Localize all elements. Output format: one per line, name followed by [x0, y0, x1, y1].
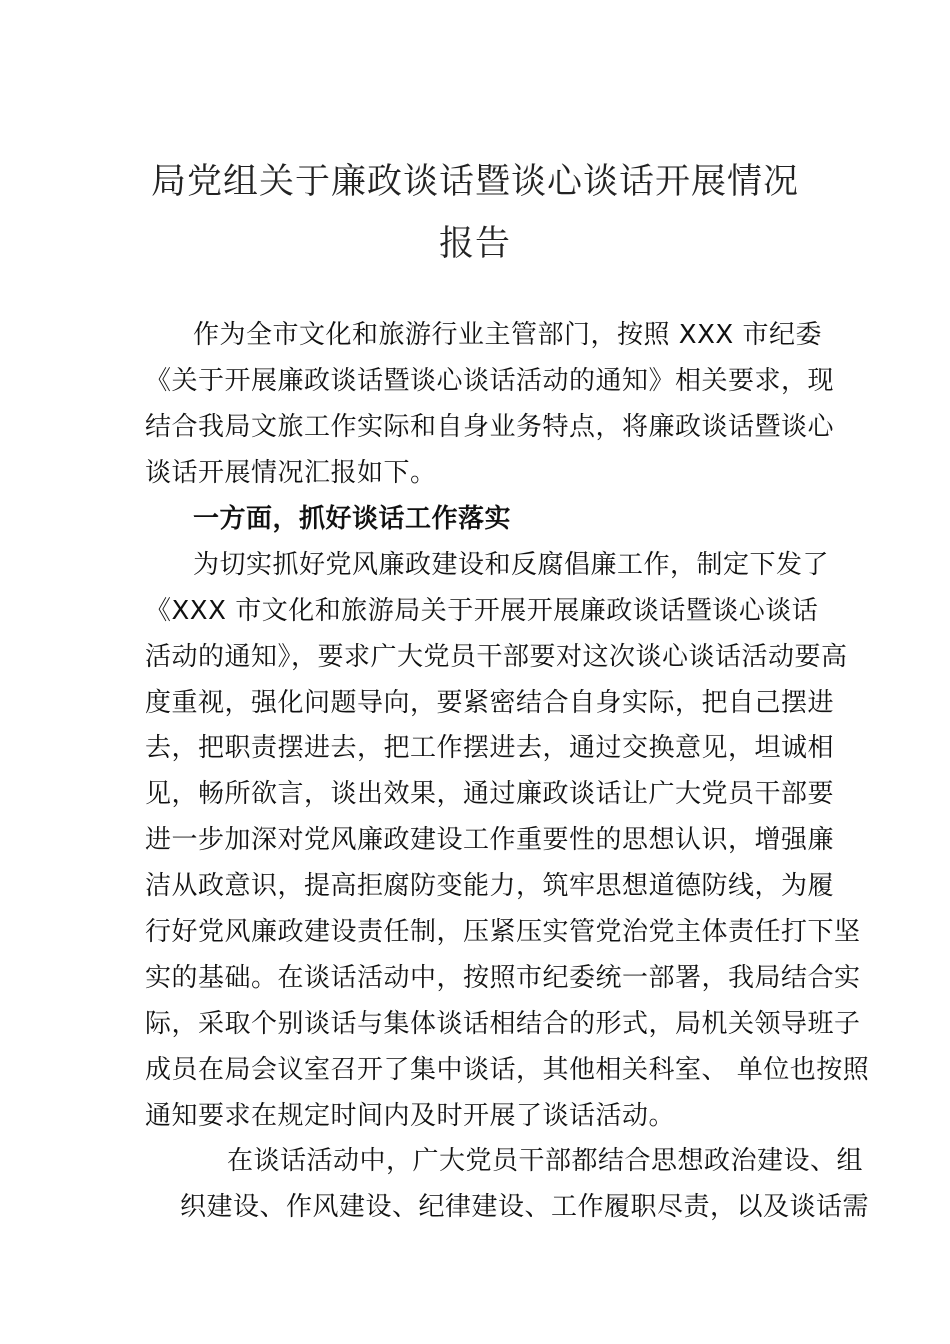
- paragraph-2-line-5: 去，把职责摆进去，把工作摆进去，通过交换意见，坦诚相: [145, 733, 835, 763]
- paragraph-2-line-8: 洁从政意识，提高拒腐防变能力，筑牢思想道德防线，为履: [145, 871, 835, 901]
- paragraph-2-line-11: 际，采取个别谈话与集体谈话相结合的形式，局机关领导班子: [145, 1009, 861, 1039]
- document-title-line-2: 报告: [438, 224, 511, 264]
- section-heading-1: 一方面，抓好谈话工作落实: [193, 504, 512, 534]
- paragraph-2-line-3: 活动的通知》，要求广大党员干部要对这次谈心谈话活动要高: [145, 642, 848, 672]
- paragraph-2-line-7: 进一步加深对党风廉政建设工作重要性的思想认识，增强廉: [145, 825, 835, 855]
- paragraph-1-line-1: 作为全市文化和旅游行业主管部门，按照 XXX 市纪委: [193, 320, 822, 350]
- paragraph-2-line-6: 见，畅所欲言，谈出效果，通过廉政谈话让广大党员干部要: [145, 779, 835, 809]
- paragraph-2-line-10: 实的基础。在谈话活动中，按照市纪委统一部署，我局结合实: [145, 963, 861, 993]
- paragraph-3-line-2: 织建设、作风建设、纪律建设、工作履职尽责，以及谈话需: [180, 1192, 870, 1222]
- paragraph-2-line-9: 行好党风廉政建设责任制，压紧压实管党治党主体责任打下坚: [145, 917, 861, 947]
- document-title-line-1: 局党组关于廉政谈话暨谈心谈话开展情况: [150, 162, 799, 202]
- paragraph-3-line-1: 在谈话活动中，广大党员干部都结合思想政治建设、组: [227, 1146, 864, 1176]
- paragraph-1-line-3: 结合我局文旅工作实际和自身业务特点，将廉政谈话暨谈心: [145, 412, 835, 442]
- paragraph-2-line-12: 成员在局会议室召开了集中谈话，其他相关科室、 单位也按照: [145, 1055, 870, 1085]
- paragraph-2-line-1: 为切实抓好党风廉政建设和反腐倡廉工作，制定下发了: [193, 550, 830, 580]
- paragraph-1-line-2: 《关于开展廉政谈话暨谈心谈话活动的通知》相关要求，现: [145, 366, 835, 396]
- paragraph-2-line-13: 通知要求在规定时间内及时开展了谈话活动。: [145, 1101, 676, 1131]
- paragraph-1-line-4: 谈话开展情况汇报如下。: [145, 458, 437, 488]
- paragraph-2-line-4: 度重视，强化问题导向，要紧密结合自身实际，把自己摆进: [145, 688, 835, 718]
- paragraph-2-line-2: 《XXX 市文化和旅游局关于开展开展廉政谈话暨谈心谈话: [145, 596, 819, 626]
